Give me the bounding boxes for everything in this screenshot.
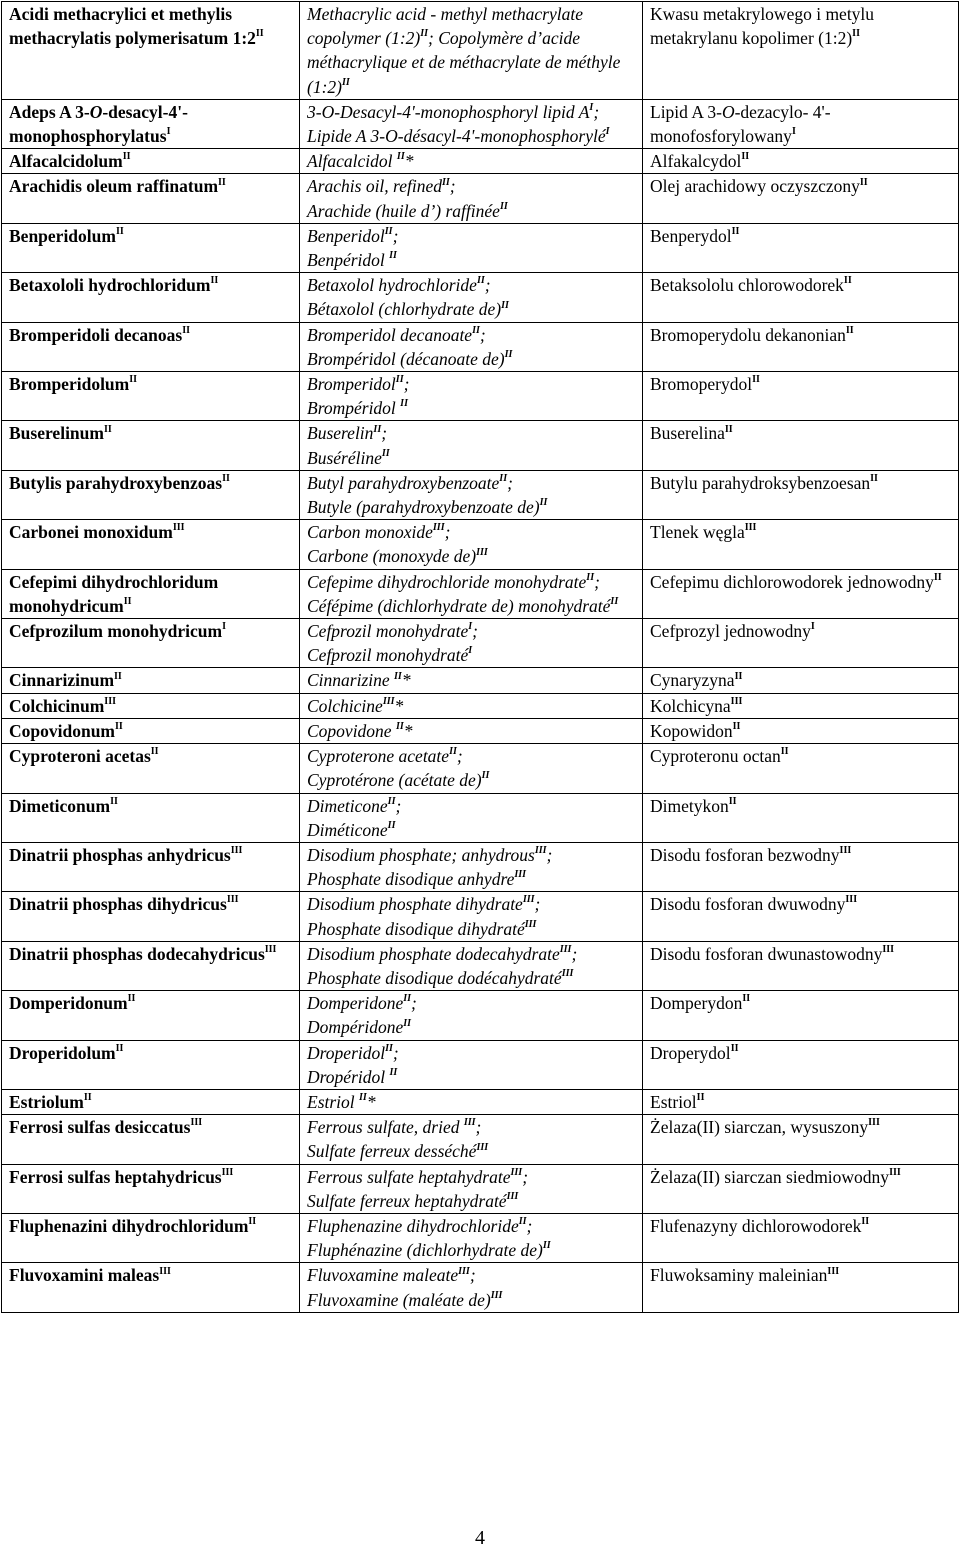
polish-name-cell: Disodu fosforan dwuwodny$^{III}$	[643, 892, 959, 941]
table-row	[2, 619, 959, 668]
latin-name-cell: Bromperidolum$^{II}$	[2, 372, 300, 421]
table-row	[2, 421, 959, 470]
monograph-name-table	[1, 1, 959, 1313]
polish-name-cell: Żelaza(II) siarczan, wysuszony$^{III}$	[643, 1115, 959, 1164]
english-name-cell: Cinnarizine $^{II}$*	[300, 668, 643, 693]
latin-name-cell: Colchicinum$^{III}$	[2, 693, 300, 718]
english-name-cell: Benperidol$^{II}$; Benpéridol $^{II}$	[300, 223, 643, 272]
english-name-cell: 3-O-Desacyl-4'-monophosphoryl lipid $A^I$; Lipide A 3-O-désacyl-4'-monophosphorylé$^I$	[300, 99, 643, 148]
latin-name-cell: Butylis parahydroxybenzoas$^{II}$	[2, 470, 300, 519]
english-name-cell: Colchicine$^{III}$*	[300, 693, 643, 718]
polish-name-cell: Disodu fosforan dwunastowodny$^{III}$	[643, 941, 959, 990]
english-name-cell: Ferrous sulfate, dried $^{III}$; Sulfate ferreux desséché$^{III}$	[300, 1115, 643, 1164]
table-row	[2, 668, 959, 693]
latin-name-cell: Domperidonum$^{II}$	[2, 991, 300, 1040]
latin-name-cell: Fluphenazini dihydrochloridum$^{II}$	[2, 1213, 300, 1262]
table-row	[2, 569, 959, 618]
english-name-cell: Methacrylic acid - methyl methacrylate copolymer (1:2)$^{II}$; Copolymère d’acide méthacrylique et de méthacrylate de méthyle (1:2)$^{II}$	[300, 2, 643, 100]
polish-name-cell: Cyproteronu octan$^{II}$	[643, 744, 959, 793]
table-row	[2, 174, 959, 223]
english-name-cell: Disodium phosphate; anhydrous$^{III}$; Phosphate disodique anhydre$^{III}$	[300, 842, 643, 891]
english-name-cell: Fluvoxamine maleate$^{III}$; Fluvoxamine (maléate de)$^{III}$	[300, 1263, 643, 1312]
table-row	[2, 372, 959, 421]
polish-name-cell: Kwasu metakrylowego i metylu metakrylanu kopolimer (1:2)$^{II}$	[643, 2, 959, 100]
english-name-cell: Cefprozil monohydrate$^I$; Cefprozil monohydraté$^I$	[300, 619, 643, 668]
english-name-cell: Buserelin$^{II}$; Buséréline$^{II}$	[300, 421, 643, 470]
english-name-cell: Cefepime dihydrochloride monohydrate$^{II}$; Céfépime (dichlorhydrate de) monohydraté$^{II}$	[300, 569, 643, 618]
table-row	[2, 99, 959, 148]
english-name-cell: Cyproterone acetate$^{II}$; Cyprotérone (acétate de)$^{II}$	[300, 744, 643, 793]
polish-name-cell: Domperydon$^{II}$	[643, 991, 959, 1040]
table-row	[2, 223, 959, 272]
latin-name-cell: Benperidolum$^{II}$	[2, 223, 300, 272]
polish-name-cell: Butylu parahydroksybenzoesan$^{II}$	[643, 470, 959, 519]
table-row	[2, 1164, 959, 1213]
polish-name-cell: Fluwoksaminy maleinian$^{III}$	[643, 1263, 959, 1312]
table-row	[2, 1263, 959, 1312]
table-row	[2, 149, 959, 174]
latin-name-cell: Estriolum$^{II}$	[2, 1089, 300, 1114]
english-name-cell: Betaxolol hydrochloride$^{II}$; Bétaxolol (chlorhydrate de)$^{II}$	[300, 273, 643, 322]
polish-name-cell: Cynaryzyna$^{II}$	[643, 668, 959, 693]
polish-name-cell: Buserelina$^{II}$	[643, 421, 959, 470]
table-row	[2, 520, 959, 569]
latin-name-cell: Buserelinum$^{II}$	[2, 421, 300, 470]
table-row	[2, 693, 959, 718]
table-row	[2, 273, 959, 322]
table-row	[2, 991, 959, 1040]
polish-name-cell: Alfakalcydol$^{II}$	[643, 149, 959, 174]
latin-name-cell: Dimeticonum$^{II}$	[2, 793, 300, 842]
polish-name-cell: Estriol$^{II}$	[643, 1089, 959, 1114]
polish-name-cell: Disodu fosforan bezwodny$^{III}$	[643, 842, 959, 891]
latin-name-cell: Adeps A 3-O-desacyl-4'-monophosphorylatus$^I$	[2, 99, 300, 148]
latin-name-cell: Cinnarizinum$^{II}$	[2, 668, 300, 693]
latin-name-cell: Cyproteroni acetas$^{II}$	[2, 744, 300, 793]
table-row	[2, 793, 959, 842]
english-name-cell: Disodium phosphate dihydrate$^{III}$; Phosphate disodique dihydraté$^{III}$	[300, 892, 643, 941]
table-row	[2, 842, 959, 891]
latin-name-cell: Cefprozilum monohydricum$^I$	[2, 619, 300, 668]
latin-name-cell: Arachidis oleum raffinatum$^{II}$	[2, 174, 300, 223]
english-name-cell: Estriol $^{II}$*	[300, 1089, 643, 1114]
polish-name-cell: Bromoperydolu dekanonian$^{II}$	[643, 322, 959, 371]
latin-name-cell: Fluvoxamini maleas$^{III}$	[2, 1263, 300, 1312]
polish-name-cell: Żelaza(II) siarczan siedmiowodny$^{III}$	[643, 1164, 959, 1213]
english-name-cell: Domperidone$^{II}$; Dompéridone$^{II}$	[300, 991, 643, 1040]
table-row	[2, 892, 959, 941]
polish-name-cell: Cefprozyl jednowodny$^I$	[643, 619, 959, 668]
latin-name-cell: Copovidonum$^{II}$	[2, 718, 300, 743]
english-name-cell: Disodium phosphate dodecahydrate$^{III}$; Phosphate disodique dodécahydraté$^{III}$	[300, 941, 643, 990]
english-name-cell: Bromperidol decanoate$^{II}$; Brompéridol (décanoate de)$^{II}$	[300, 322, 643, 371]
polish-name-cell: Olej arachidowy oczyszczony$^{II}$	[643, 174, 959, 223]
english-name-cell: Bromperidol$^{II}$; Brompéridol $^{II}$	[300, 372, 643, 421]
table-row	[2, 941, 959, 990]
table-row	[2, 744, 959, 793]
latin-name-cell: Ferrosi sulfas desiccatus$^{III}$	[2, 1115, 300, 1164]
polish-name-cell: Tlenek węgla$^{III}$	[643, 520, 959, 569]
polish-name-cell: Kopowidon$^{II}$	[643, 718, 959, 743]
latin-name-cell: Alfacalcidolum$^{II}$	[2, 149, 300, 174]
table-row	[2, 322, 959, 371]
english-name-cell: Butyl parahydroxybenzoate$^{II}$; Butyle (parahydroxybenzoate de)$^{II}$	[300, 470, 643, 519]
latin-name-cell: Ferrosi sulfas heptahydricus$^{III}$	[2, 1164, 300, 1213]
polish-name-cell: Benperydol$^{II}$	[643, 223, 959, 272]
latin-name-cell: Cefepimi dihydrochloridum monohydricum$^{II}$	[2, 569, 300, 618]
english-name-cell: Arachis oil, refined$^{II}$; Arachide (huile d’) raffinée$^{II}$	[300, 174, 643, 223]
latin-name-cell: Acidi methacrylici et methylis methacrylatis polymerisatum $1:2^{II}$	[2, 2, 300, 100]
table-row	[2, 1213, 959, 1262]
latin-name-cell: Dinatrii phosphas dihydricus$^{III}$	[2, 892, 300, 941]
latin-name-cell: Betaxololi hydrochloridum$^{II}$	[2, 273, 300, 322]
polish-name-cell: Lipid A 3-O-dezacylo- 4'-monofosforylowany$^I$	[643, 99, 959, 148]
english-name-cell: Fluphenazine dihydrochloride$^{II}$; Fluphénazine (dichlorhydrate de)$^{II}$	[300, 1213, 643, 1262]
polish-name-cell: Cefepimu dichlorowodorek jednowodny$^{II}$	[643, 569, 959, 618]
page-number: 4	[475, 1527, 485, 1549]
english-name-cell: Dimeticone$^{II}$; Diméticone$^{II}$	[300, 793, 643, 842]
english-name-cell: Carbon monoxide$^{III}$; Carbone (monoxyde de)$^{III}$	[300, 520, 643, 569]
english-name-cell: Alfacalcidol $^{II}$*	[300, 149, 643, 174]
polish-name-cell: Bromoperydol$^{II}$	[643, 372, 959, 421]
latin-name-cell: Dinatrii phosphas dodecahydricus$^{III}$	[2, 941, 300, 990]
polish-name-cell: Dimetykon$^{II}$	[643, 793, 959, 842]
table-row	[2, 2, 959, 100]
polish-name-cell: Flufenazyny dichlorowodorek$^{II}$	[643, 1213, 959, 1262]
polish-name-cell: Betaksololu chlorowodorek$^{II}$	[643, 273, 959, 322]
polish-name-cell: Kolchicyna$^{III}$	[643, 693, 959, 718]
polish-name-cell: Droperydol$^{II}$	[643, 1040, 959, 1089]
english-name-cell: Ferrous sulfate heptahydrate$^{III}$; Sulfate ferreux heptahydraté$^{III}$	[300, 1164, 643, 1213]
latin-name-cell: Dinatrii phosphas anhydricus$^{III}$	[2, 842, 300, 891]
table-row	[2, 1115, 959, 1164]
table-row	[2, 470, 959, 519]
latin-name-cell: Carbonei monoxidum$^{III}$	[2, 520, 300, 569]
latin-name-cell: Bromperidoli decanoas$^{II}$	[2, 322, 300, 371]
latin-name-cell: Droperidolum$^{II}$	[2, 1040, 300, 1089]
table-row	[2, 1040, 959, 1089]
table-row	[2, 1089, 959, 1114]
english-name-cell: Copovidone $^{II}$*	[300, 718, 643, 743]
english-name-cell: Droperidol$^{II}$; Dropéridol $^{II}$	[300, 1040, 643, 1089]
table-row	[2, 718, 959, 743]
